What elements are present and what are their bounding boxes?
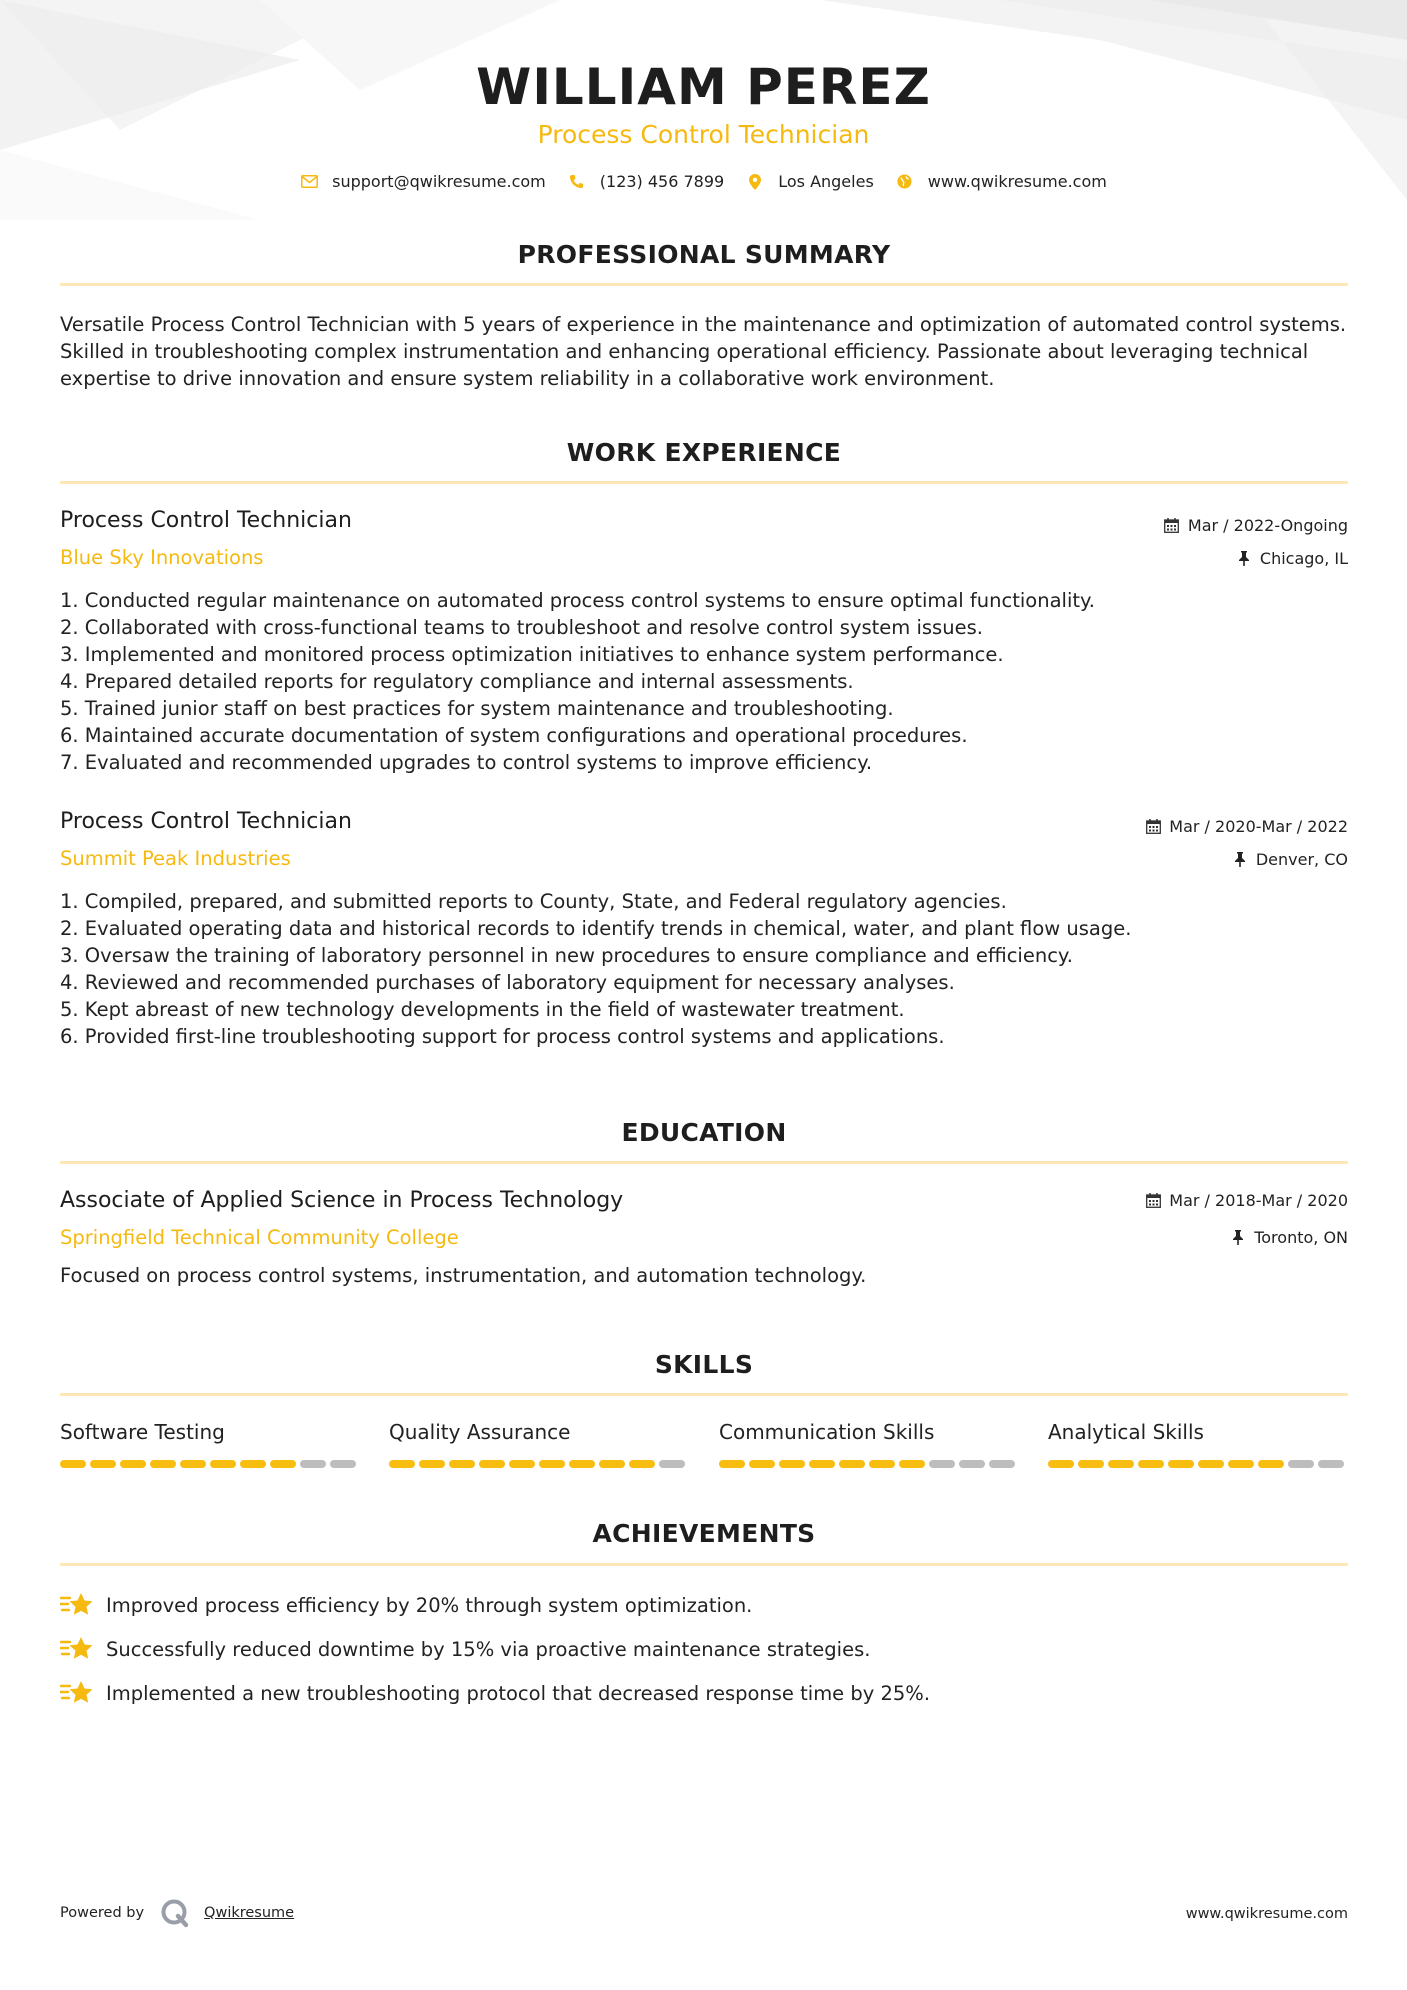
skill-level-segment-filled (479, 1460, 505, 1468)
job-location-text: Chicago, IL (1259, 549, 1348, 568)
skill-level-segment-filled (449, 1460, 475, 1468)
skill-level-bar (60, 1460, 360, 1468)
qwikresume-link[interactable]: Qwikresume (204, 1905, 295, 1921)
qwikresume-logo-icon (160, 1898, 190, 1928)
skill-level-segment-filled (1228, 1460, 1254, 1468)
list-item: 1. Conducted regular maintenance on automated process control systems to ensure optimal functionality. (60, 589, 1095, 612)
skill-level-segment-filled (869, 1460, 895, 1468)
globe-icon (896, 173, 914, 191)
skill-level-segment-filled (809, 1460, 835, 1468)
achievement-item (60, 1678, 930, 1708)
job-company: Blue Sky Innovations (60, 546, 264, 569)
pushpin-icon (1236, 551, 1252, 567)
list-item: 3. Oversaw the training of laboratory personnel in new procedures to ensure compliance and efficiency. (60, 944, 1073, 967)
contact-website[interactable] (896, 172, 1107, 191)
experience-heading: WORK EXPERIENCE (566, 438, 842, 467)
skill-level-bar (1048, 1460, 1348, 1468)
job-company: Summit Peak Industries (60, 847, 291, 870)
list-item: 1. Compiled, prepared, and submitted reports to County, State, and Federal regulatory agencies. (60, 890, 1007, 913)
star-icon (60, 1634, 94, 1664)
skill-level-segment-empty (1318, 1460, 1344, 1468)
skill-level-segment-empty (959, 1460, 985, 1468)
education-dates-text: Mar / 2018-Mar / 2020 (1169, 1191, 1348, 1210)
list-item: 6. Maintained accurate documentation of system configurations and operational procedures. (60, 724, 968, 747)
skill-level-segment-filled (419, 1460, 445, 1468)
skill-level-segment-filled (629, 1460, 655, 1468)
skill-level-segment-filled (150, 1460, 176, 1468)
achievements-divider (60, 1563, 1348, 1566)
skill-level-segment-filled (60, 1460, 86, 1468)
skill-level-segment-filled (1168, 1460, 1194, 1468)
map-pin-icon (746, 173, 764, 191)
skill-level-segment-filled (389, 1460, 415, 1468)
list-item: 5. Kept abreast of new technology developments in the field of wastewater treatment. (60, 998, 905, 1021)
footer-website[interactable]: www.qwikresume.com (1185, 1906, 1348, 1922)
skill-level-segment-filled (1108, 1460, 1134, 1468)
skill-level-segment-filled (599, 1460, 625, 1468)
skill-level-segment-filled (1048, 1460, 1074, 1468)
calendar-icon (1145, 819, 1161, 835)
list-item: 3. Implemented and monitored process optimization initiatives to enhance system performance. (60, 643, 1004, 666)
skill-level-segment-filled (1138, 1460, 1164, 1468)
skill-level-segment-filled (240, 1460, 266, 1468)
achievements-heading: ACHIEVEMENTS (592, 1519, 816, 1548)
skill-level-segment-filled (120, 1460, 146, 1468)
skill-name: Quality Assurance (389, 1420, 571, 1444)
job-dates (1164, 516, 1348, 535)
skills-heading: SKILLS (654, 1350, 754, 1379)
location-text: Los Angeles (778, 172, 874, 191)
candidate-name: WILLIAM PEREZ (476, 58, 931, 116)
education-location (1230, 1228, 1348, 1247)
skill-level-segment-filled (779, 1460, 805, 1468)
job-dates (1145, 817, 1348, 836)
skill-level-segment-empty (659, 1460, 685, 1468)
skill-level-bar (719, 1460, 1019, 1468)
star-icon (60, 1590, 94, 1620)
job-location-text: Denver, CO (1255, 850, 1348, 869)
skill-level-segment-filled (1078, 1460, 1104, 1468)
calendar-icon (1145, 1193, 1161, 1209)
skill-level-segment-filled (899, 1460, 925, 1468)
skill-level-segment-filled (90, 1460, 116, 1468)
pushpin-icon (1232, 852, 1248, 868)
degree-title: Associate of Applied Science in Process Technology (60, 1188, 624, 1213)
list-item: 6. Provided first-line troubleshooting support for process control systems and applications. (60, 1025, 945, 1048)
skill-level-segment-filled (210, 1460, 236, 1468)
skill-level-segment-filled (509, 1460, 535, 1468)
contact-row (0, 172, 1407, 191)
skill-name: Software Testing (60, 1420, 225, 1444)
skill-level-segment-empty (929, 1460, 955, 1468)
summary-heading: PROFESSIONAL SUMMARY (517, 240, 891, 269)
skill-item (719, 1418, 1019, 1468)
summary-divider (60, 283, 1348, 286)
education-heading: EDUCATION (621, 1118, 787, 1147)
website-text: www.qwikresume.com (927, 172, 1107, 191)
list-item: 4. Prepared detailed reports for regulatory compliance and internal assessments. (60, 670, 854, 693)
star-icon (60, 1678, 94, 1708)
job-bullets (60, 587, 1350, 776)
phone-icon (568, 173, 586, 191)
footer-powered-by (60, 1898, 294, 1928)
experience-divider (60, 481, 1348, 484)
candidate-role: Process Control Technician (537, 120, 870, 149)
skill-level-segment-filled (719, 1460, 745, 1468)
achievement-text: Successfully reduced downtime by 15% via proactive maintenance strategies. (106, 1637, 871, 1661)
job-bullets (60, 888, 1350, 1050)
achievement-item (60, 1590, 752, 1620)
achievement-text: Improved process efficiency by 20% through system optimization. (106, 1593, 753, 1617)
contact-location (746, 172, 874, 191)
calendar-icon (1164, 518, 1180, 534)
contact-email[interactable] (300, 172, 546, 191)
list-item: 7. Evaluated and recommended upgrades to control systems to improve efficiency. (60, 751, 873, 774)
summary-text: Versatile Process Control Technician with 5 years of experience in the maintenance and optimization of automated control systems. Skilled in troubleshooting complex instrumentation and enhancing operational efficiency. Passionate about leveraging technical expertise to drive innovation and ensure system reliability in a collaborative work environment. (60, 313, 1347, 390)
skill-name: Communication Skills (719, 1420, 935, 1444)
job-title: Process Control Technician (60, 508, 352, 533)
skill-level-segment-filled (180, 1460, 206, 1468)
education-dates (1145, 1191, 1348, 1210)
list-item: 5. Trained junior staff on best practices for system maintenance and troubleshooting. (60, 697, 894, 720)
list-item: 2. Evaluated operating data and historical records to identify trends in chemical, water, and plant flow usage. (60, 917, 1132, 940)
skill-level-segment-filled (270, 1460, 296, 1468)
skill-level-bar (389, 1460, 689, 1468)
powered-by-label: Powered by (60, 1905, 145, 1921)
skill-level-segment-empty (300, 1460, 326, 1468)
school-name: Springfield Technical Community College (60, 1226, 459, 1249)
job-location (1236, 549, 1348, 568)
job-dates-text: Mar / 2020-Mar / 2022 (1169, 817, 1348, 836)
skill-level-segment-filled (539, 1460, 565, 1468)
job-location (1232, 850, 1348, 869)
skill-level-segment-empty (989, 1460, 1015, 1468)
skill-name: Analytical Skills (1048, 1420, 1204, 1444)
skill-level-segment-empty (330, 1460, 356, 1468)
pushpin-icon (1230, 1230, 1246, 1246)
job-title: Process Control Technician (60, 809, 352, 834)
contact-phone[interactable] (568, 172, 724, 191)
achievement-text: Implemented a new troubleshooting protocol that decreased response time by 25%. (106, 1681, 931, 1705)
skill-level-segment-filled (749, 1460, 775, 1468)
education-divider (60, 1161, 1348, 1164)
phone-text: (123) 456 7899 (599, 172, 725, 191)
achievement-item (60, 1634, 870, 1664)
skill-level-segment-filled (839, 1460, 865, 1468)
education-description: Focused on process control systems, instrumentation, and automation technology. (60, 1264, 867, 1287)
skill-item (1048, 1418, 1348, 1468)
skill-item (60, 1418, 360, 1468)
skill-level-segment-filled (1258, 1460, 1284, 1468)
skill-level-segment-empty (1288, 1460, 1314, 1468)
education-location-text: Toronto, ON (1254, 1228, 1348, 1247)
skill-item (389, 1418, 689, 1468)
skills-divider (60, 1393, 1348, 1396)
skill-level-segment-filled (1198, 1460, 1224, 1468)
job-dates-text: Mar / 2022-Ongoing (1187, 516, 1348, 535)
list-item: 4. Reviewed and recommended purchases of laboratory equipment for necessary analyses. (60, 971, 955, 994)
list-item: 2. Collaborated with cross-functional teams to troubleshoot and resolve control system issues. (60, 616, 983, 639)
skill-level-segment-filled (569, 1460, 595, 1468)
envelope-icon (300, 173, 318, 191)
email-text: support@qwikresume.com (332, 172, 546, 191)
